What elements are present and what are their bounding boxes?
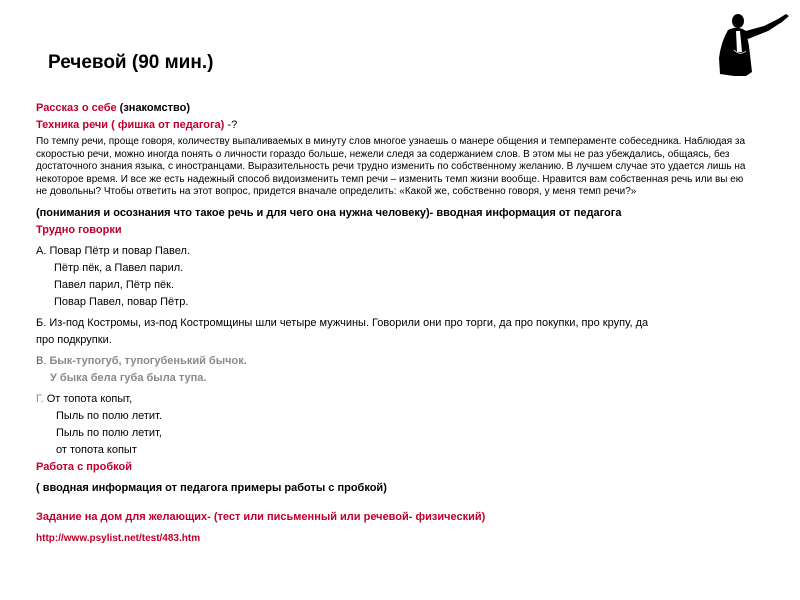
twister-b-line-1: Б. Из-под Костромы, из-под Костромщины шли четыре мужчины. Говорили они про торги, да про покупки, про крупу, да <box>36 316 649 329</box>
orator-silhouette-icon <box>712 12 794 78</box>
twister-b <box>36 317 756 347</box>
twister-g-line-2: Пыль по полю летит. <box>56 409 162 422</box>
twister-g-line-3: Пыль по полю летит, <box>56 426 162 439</box>
lesson-content <box>36 102 756 545</box>
tongue-twisters-heading: Трудно говорки <box>36 223 122 236</box>
speech-tempo-paragraph: По темпу речи, проще говоря, количеству выпаливаемых в минуту слов многое узнаешь о манере общения и темпераменте собеседника. Наблюдая за скоростью речи, можно иногда понять о личности гораздо больше, нежели следя за содержанием слов. В этом мы не раз убеждались, общаясь, без достаточного знания языка, с иностранцами. Выразительность речи трудно изменить по собственному желанию. В лучшем случае это удается лишь на некоторое время. И все же есть надежный способ видоизменить темп речи – изменить темп жизни вообще. Нравится вам собственная речь или вы ею не довольны? Чтобы ответить на этот вопрос, придется вначале определить: «Какой же, собственно говоря, у меня темп речи?» <box>36 136 746 198</box>
page-title: Речевой (90 мин.) <box>48 52 214 73</box>
technique-note: -? <box>224 119 238 131</box>
twister-v <box>36 355 756 385</box>
twister-a-line-2: Пётр пёк, а Павел парил. <box>54 261 184 274</box>
technique-line <box>36 119 756 132</box>
story-note: (знакомство) <box>116 102 190 114</box>
twister-a-line-3: Павел парил, Пётр пёк. <box>54 278 175 291</box>
cork-intro: ( вводная информация от педагога примеры работы с пробкой) <box>36 481 387 494</box>
cork-heading: Работа с пробкой <box>36 460 133 473</box>
test-link[interactable]: http://www.psylist.net/test/483.htm <box>36 532 201 544</box>
twister-a <box>36 245 756 309</box>
twister-g <box>36 393 756 457</box>
twister-v-line-1: Бык-тупогуб, тупогубенький бычок. <box>49 354 247 367</box>
story-line <box>36 102 756 115</box>
twister-v-label: В. <box>36 354 50 367</box>
twister-g-line-1: От топота копыт, <box>43 392 133 405</box>
understanding-line: (понимания и осознания что такое речь и для чего она нужна человеку)- вводная информация от педагога <box>36 206 622 219</box>
homework-line: Задание на дом для желающих- (тест или письменный или речевой- физический) <box>36 510 486 523</box>
technique-heading: Техника речи ( фишка от педагога) <box>36 119 225 131</box>
twister-a-line-4: Повар Павел, повар Пётр. <box>54 295 189 308</box>
twister-b-line-2: про подкрупки. <box>36 333 112 346</box>
twister-a-line-1: А. Повар Пётр и повар Павел. <box>36 244 190 257</box>
twister-g-line-4: от топота копыт <box>56 443 137 456</box>
twister-v-line-2: У быка бела губа была тупа. <box>50 371 207 384</box>
twister-g-label: Г. <box>36 392 44 405</box>
story-heading: Рассказ о себе <box>36 102 117 114</box>
